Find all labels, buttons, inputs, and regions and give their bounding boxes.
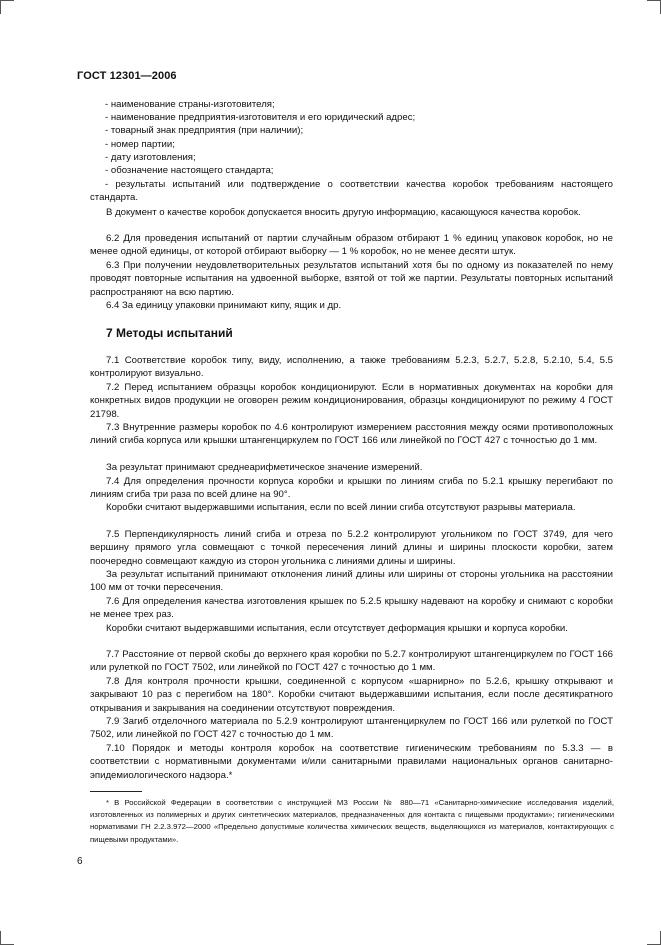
paragraph: 7.2 Перед испытанием образцы коробок кондиционируют. Если в нормативных документах на коробки для конкретных видов продукции не оговорен режим кондиционирования, образцы кондиционируют по режиму 4 ГОСТ 21798. [90, 382, 613, 420]
paragraph: Коробки считают выдержавшими испытания, если отсутствует деформация крышки и корпуса коробки. [106, 623, 568, 634]
document-header: ГОСТ 12301—2006 [77, 70, 177, 82]
paragraph: 7.1 Соответствие коробок типу, виду, исполнению, а также требованиям 5.2.3, 5.2.7, 5.2.8, 5.2.10, 5.4, 5.5 контролируют визуально. [90, 355, 613, 380]
section-title: 7 Методы испытаний [106, 326, 233, 340]
list-item: - наименование предприятия-изготовителя и его юридический адрес; [105, 112, 416, 123]
list-item: - товарный знак предприятия (при наличии); [105, 125, 304, 136]
paragraph: Коробки считают выдержавшими испытания, если по всей линии сгиба отсутствуют разрывы материала. [106, 502, 576, 513]
list-item: - результаты испытаний или подтверждение о соответствии качества коробок требованиям настоящего стандарта. [90, 179, 613, 204]
footnote-divider [90, 791, 142, 792]
paragraph: За результат испытаний принимают отклонения линий длины или ширины от стороны угольника на расстоянии 100 мм от точки пересечения. [90, 569, 613, 594]
crop-mark [0, 0, 1, 14]
paragraph: 7.3 Внутренние размеры коробок по 4.6 контролируют измерением расстояния между осями противоположных линий сгиба корпуса или крышки штангенциркулем по ГОСТ 166 или линейкой по ГОСТ 427 с точностью до 1 мм. [90, 422, 613, 447]
list-item: - обозначение настоящего стандарта; [105, 165, 274, 176]
paragraph: 7.9 Загиб отделочного материала по 5.2.9 контролируют штангенциркулем по ГОСТ 166 или рулеткой по ГОСТ 7502, или линейкой по ГОСТ 427 с точностью до 1 мм. [90, 716, 613, 741]
list-item: - номер партии; [105, 139, 175, 150]
paragraph: В документ о качестве коробок допускается вносить другую информацию, касающуюся качества коробок. [106, 207, 581, 218]
crop-mark [647, 0, 661, 1]
paragraph: 7.7 Расстояние от первой скобы до верхнего края коробки по 5.2.7 контролируют штангенциркулем по ГОСТ 166 или рулеткой по ГОСТ 7502, или линейкой по ГОСТ 427 с точностью до 1 мм. [90, 649, 613, 674]
footnote: * В Российской Федерации в соответствии с инструкцией МЗ России № 880—71 «Санитарно-химические исследования изделий, изготовленных из полимерных и других синтетических материалов, предназначенных для контакта с пищевыми продуктами»; гигиеническими нормативами ГН 2.2.3.972—2000 «Предельно допустимые количества химических веществ, выделяющихся из материалов, контактирующих с пищевыми продуктами». [90, 798, 614, 844]
paragraph: 7.10 Порядок и методы контроля коробок на соответствие гигиеническим требованиям по 5.3.3 — в соответствии с нормативными документами и/или санитарными правилами национальных органов санитарно-эпидемиологического надзора.* [90, 743, 613, 781]
paragraph: 7.4 Для определения прочности корпуса коробки и крышки по линиям сгиба по 5.2.1 крышку перегибают по линиям сгиба три раза по всей длине на 90°. [90, 476, 613, 501]
crop-mark [0, 931, 1, 945]
paragraph: 6.2 Для проведения испытаний от партии случайным образом отбирают 1 % единиц упаковок коробок, но не менее одной единицы, от которой отбирают выборку — 1 % коробок, но не менее десяти штук. [90, 233, 613, 258]
paragraph: 6.4 За единицу упаковки принимают кипу, ящик и др. [106, 300, 342, 311]
paragraph: 7.8 Для контроля прочности крышки, соединенной с корпусом «шарнирно» по 5.2.6, крышку открывают и закрывают 10 раз с перегибом на 180°. Коробки считают выдержавшими испытания, если после десятикратного открывания и закрывания на соединении отсутствуют повреждения. [90, 676, 613, 714]
paragraph: 7.5 Перпендикулярность линий сгиба и отреза по 5.2.2 контролируют угольником по ГОСТ 3749, для чего вершину прямого угла совмещают с точкой пересечения линий длины и ширины плоскости коробки, затем поочередно совмещают каждую из сторон угольника с линиями длины и ширины. [90, 529, 613, 567]
page-number: 6 [77, 856, 83, 867]
list-item: - наименование страны-изготовителя; [105, 99, 275, 110]
paragraph: За результат принимают среднеарифметическое значение измерений. [106, 462, 423, 473]
paragraph: 6.3 При получении неудовлетворительных результатов испытаний хотя бы по одному из показателей по нему проводят повторные испытания на удвоенной выборке, взятой от той же партии. Результаты повторных испытаний распространяют на всю партию. [90, 260, 613, 298]
list-item: - дату изготовления; [105, 152, 196, 163]
crop-mark [0, 0, 14, 1]
paragraph: 7.6 Для определения качества изготовления крышек по 5.2.5 крышку надевают на коробку и снимают с коробки не менее трех раз. [90, 596, 613, 621]
